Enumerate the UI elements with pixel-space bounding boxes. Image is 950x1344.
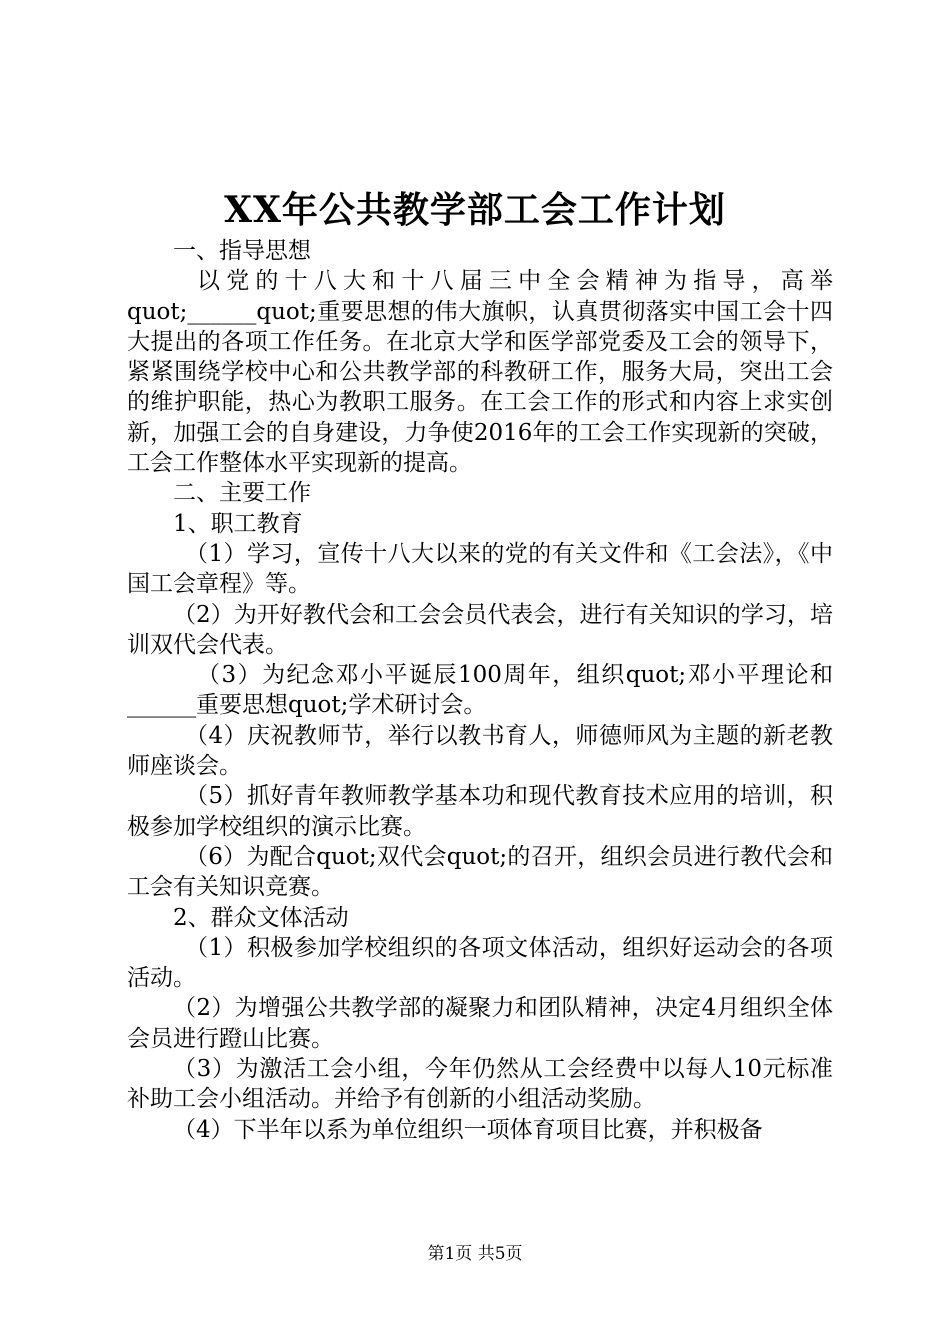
- list-item: （6）为配合quot;双代会quot;的召开，组织会员进行教代会和工会有关知识竞赛。: [127, 843, 833, 901]
- subsection-heading-cultural-sports: 2、群众文体活动: [173, 904, 349, 931]
- list-item: （1）积极参加学校组织的各项文体活动，组织好运动会的各项活动。: [127, 934, 833, 992]
- list-item: （1）学习，宣传十八大以来的党的有关文件和《工会法》，《中国工会章程》等。: [127, 540, 833, 598]
- section-heading-main-work: 二、主要工作: [173, 480, 311, 507]
- list-item: （2）为增强公共教学部的凝聚力和团队精神，决定4月组织全体会员进行蹬山比赛。: [127, 995, 833, 1052]
- list-item: （3）为激活工会小组，今年仍然从工会经费中以每人10元标准补助工会小组活动。并给予有创新的小组活动奖励。: [127, 1056, 833, 1113]
- document-body: [127, 236, 833, 1145]
- document-title: XX年公共教学部工会工作计划: [224, 189, 726, 231]
- section-heading-guiding-thought: 一、指导思想: [173, 238, 311, 264]
- list-item: （3）为纪念邓小平诞辰100周年，组织quot;邓小平理论和______重要思想quot;学术研讨会。: [127, 662, 833, 719]
- subsection-heading-staff-education: 1、职工教育: [173, 510, 303, 537]
- page-footer: 第1页 共5页: [427, 1244, 523, 1264]
- list-item: （4）庆祝教师节，举行以教书育人，师德师风为主题的新老教师座谈会。: [127, 722, 833, 780]
- list-item: （5）抓好青年教师教学基本功和现代教育技术应用的培训，积极参加学校组织的演示比赛。: [127, 783, 833, 840]
- list-item: （2）为开好教代会和工会会员代表会，进行有关知识的学习，培训双代会代表。: [127, 601, 833, 658]
- list-item: （4）下半年以系为单位组织一项体育项目比赛，并积极备: [173, 1116, 763, 1143]
- guiding-thought-paragraph: 以党的十八大和十八届三中全会精神为指导，高举quot;______quot;重要思想的伟大旗帜，认真贯彻落实中国工会十四大提出的各项工作任务。在北京大学和医学部党委及工会的领导下，紧紧围绕学校中心和公共教学部的科教研工作，服务大局，突出工会的维护职能，热心为教职工服务。在工会工作的形式和内容上求实创新，加强工会的自身建设，力争使2016年的工会工作实现新的突破，工会工作整体水平实现新的提高。: [127, 268, 833, 477]
